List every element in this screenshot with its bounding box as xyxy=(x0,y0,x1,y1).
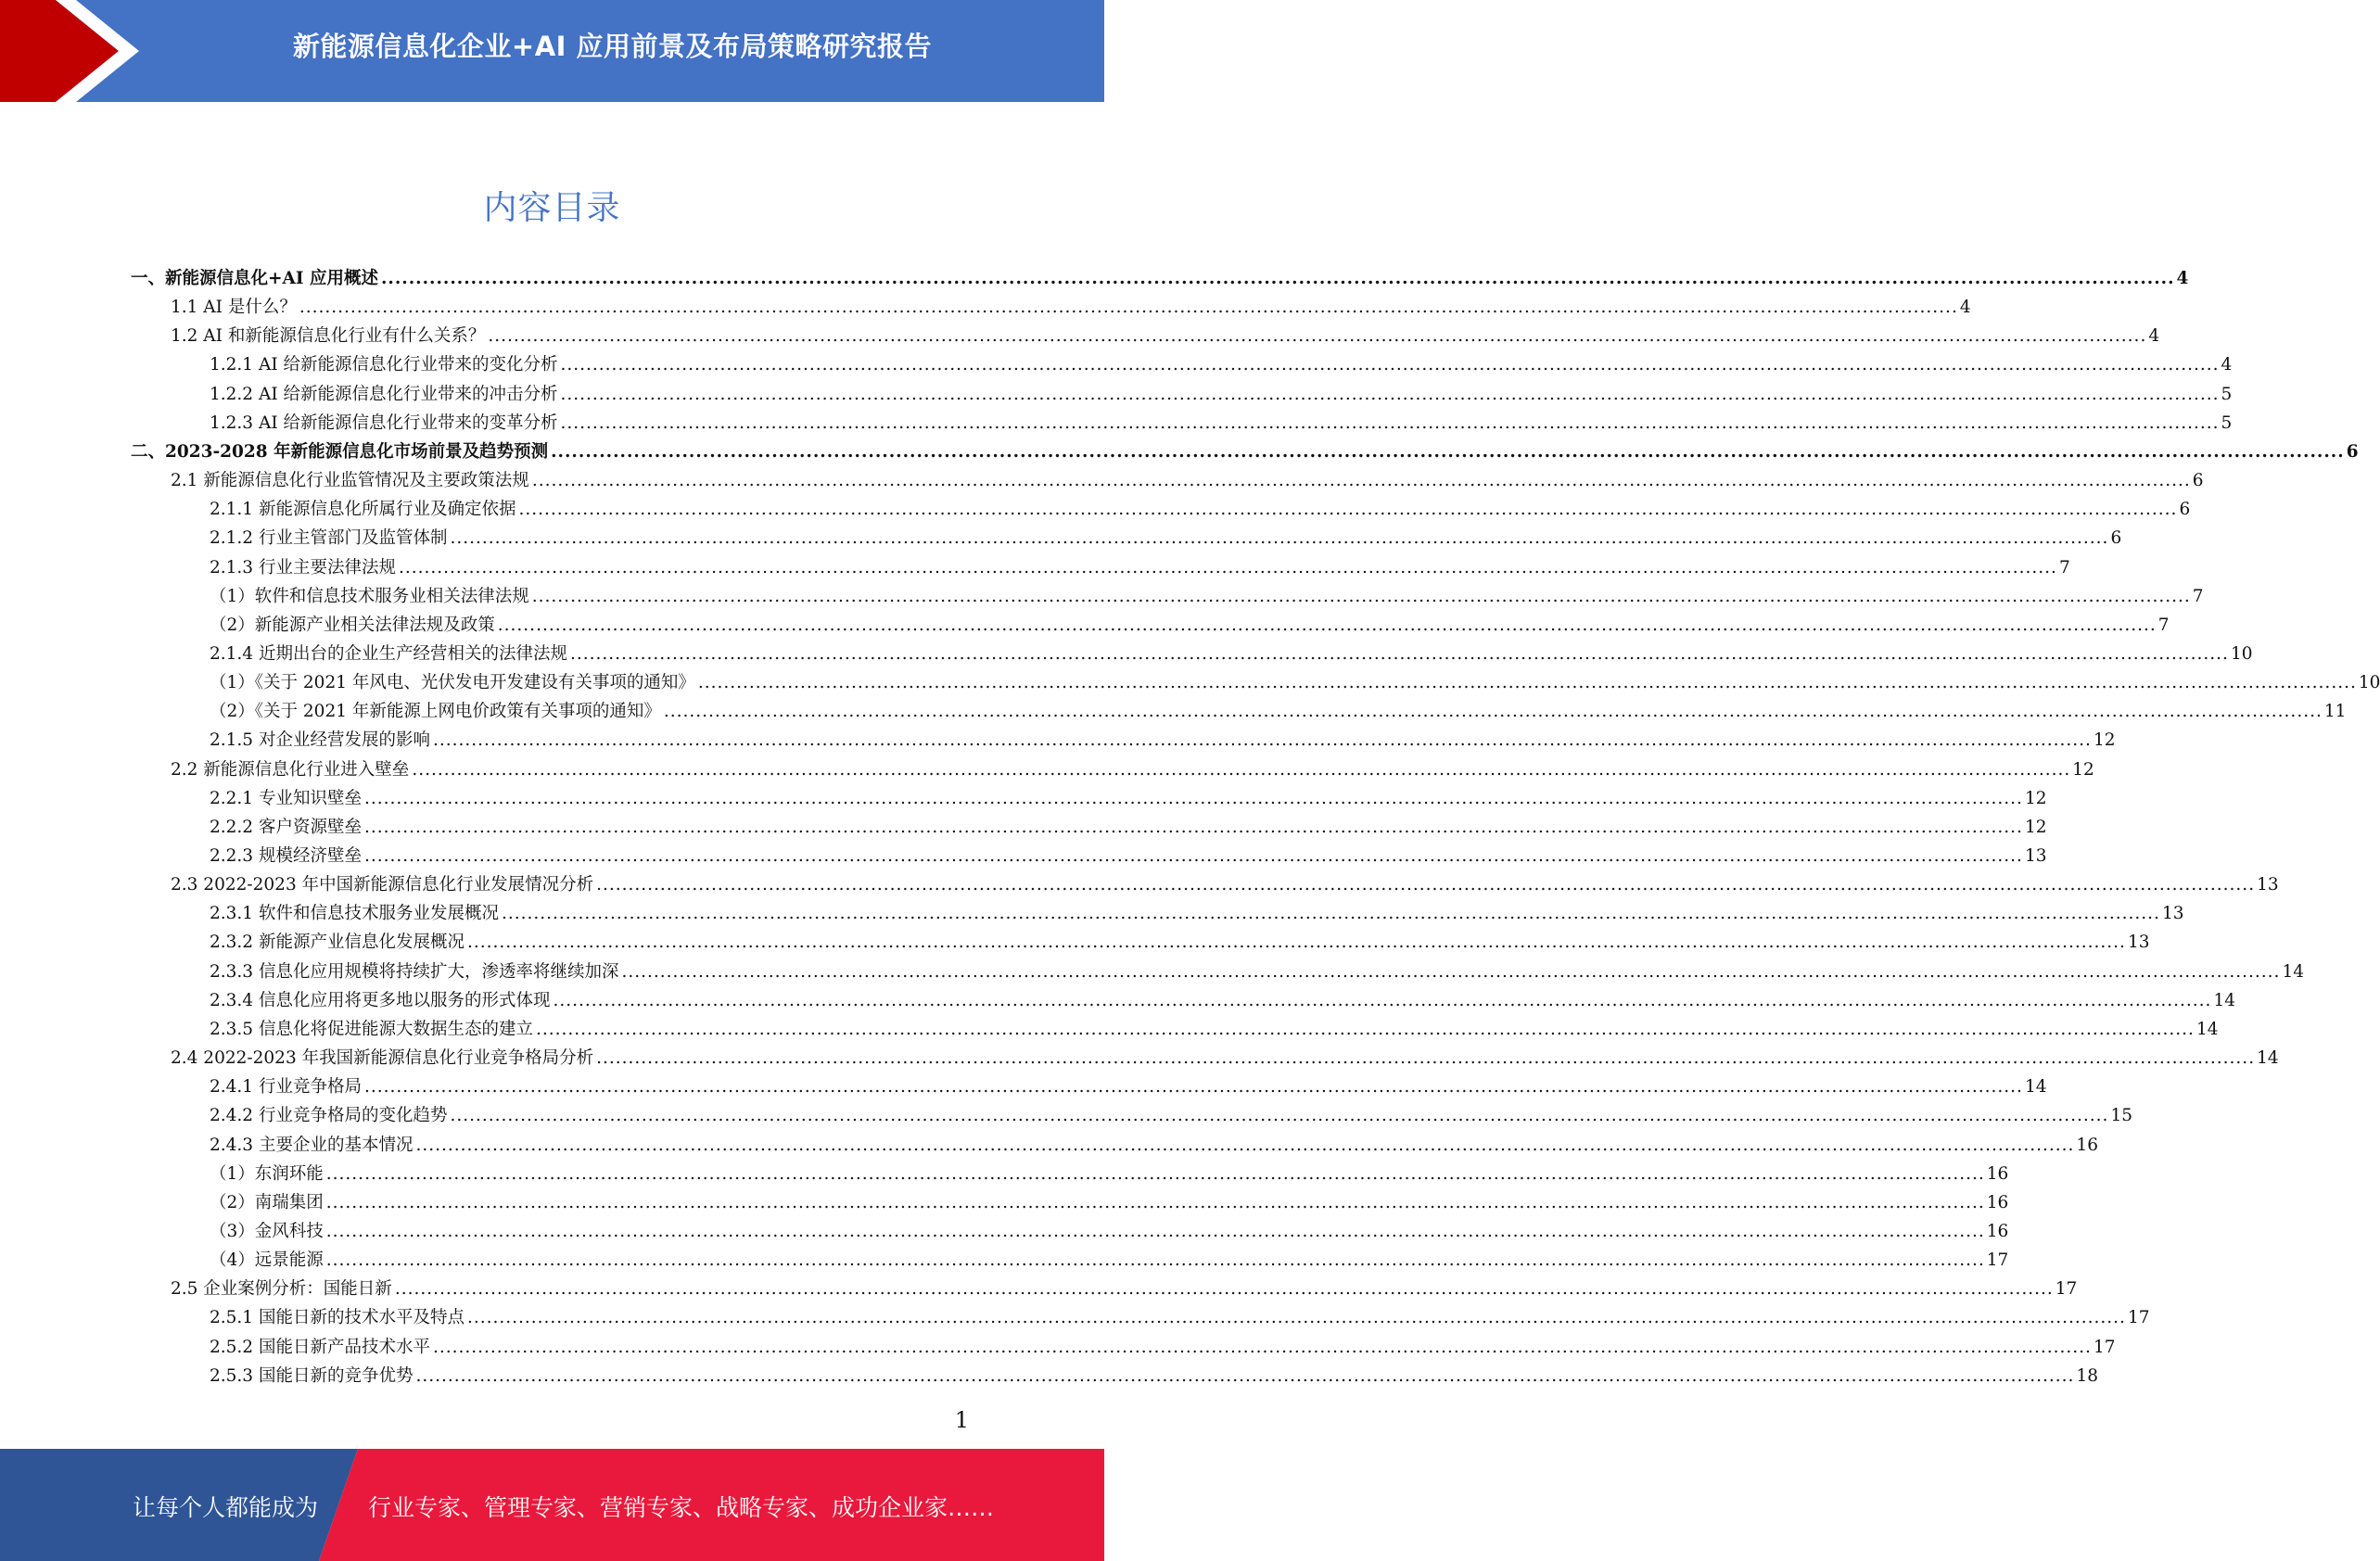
toc-entry[interactable] xyxy=(171,870,2279,899)
toc-entry-page: 11 xyxy=(2323,702,2347,722)
toc-entry-page: 10 xyxy=(2358,673,2380,693)
toc-leader-dots: .................................................................................................................................................................................................................................................................... xyxy=(363,1077,2023,1098)
toc-entry-label: 2.3.2 新能源产业信息化发展概况 xyxy=(210,933,465,953)
toc-entry[interactable] xyxy=(210,524,2122,552)
toc-entry[interactable] xyxy=(210,1217,2009,1246)
toc-leader-dots: .................................................................................................................................................................................................................................................................... xyxy=(432,1337,2092,1357)
toc-entry[interactable] xyxy=(171,466,2204,495)
toc-entry-label: 2.4.2 行业竞争格局的变化趋势 xyxy=(210,1106,448,1126)
toc-entry-page: 18 xyxy=(2076,1365,2098,1386)
toc-entry[interactable] xyxy=(210,1160,2009,1188)
toc-entry-label: 1.1 AI 是什么？ xyxy=(171,298,297,318)
toc-entry-page: 13 xyxy=(2127,933,2150,953)
toc-entry-page: 15 xyxy=(2110,1106,2132,1126)
toc-entry[interactable] xyxy=(171,293,1971,322)
toc-entry-page: 6 xyxy=(2179,500,2191,520)
toc-leader-dots: .................................................................................................................................................................................................................................................................... xyxy=(560,412,2220,433)
toc-entry[interactable] xyxy=(210,409,2233,438)
toc-entry-page: 4 xyxy=(1959,298,1971,318)
toc-entry-label: 2.4.1 行业竞争格局 xyxy=(210,1077,362,1098)
toc-leader-dots: .................................................................................................................................................................................................................................................................... xyxy=(535,1019,2195,1039)
toc-entry-page: 14 xyxy=(2282,961,2304,982)
toc-entry-page: 10 xyxy=(2230,643,2253,664)
toc-entry-label: 2.1 新能源信息化行业监管情况及主要政策法规 xyxy=(171,471,529,491)
toc-entry-page: 12 xyxy=(2024,788,2047,808)
toc-entry-label: （1）软件和信息技术服务业相关法律法规 xyxy=(210,586,529,606)
toc-leader-dots: .................................................................................................................................................................................................................................................................... xyxy=(697,673,2357,693)
footer-banner xyxy=(0,1449,1104,1561)
toc-entry[interactable] xyxy=(210,1333,2116,1362)
toc-entry[interactable] xyxy=(210,380,2233,409)
toc-entry-label: （1）东润环能 xyxy=(210,1163,324,1184)
toc-entry-page: 5 xyxy=(2221,384,2233,404)
toc-entry-label: （3）金风科技 xyxy=(210,1221,324,1241)
toc-entry[interactable] xyxy=(210,986,2235,1015)
toc-entry-page: 5 xyxy=(2221,412,2233,433)
toc-entry-page: 16 xyxy=(1986,1221,2009,1241)
toc-entry-page: 12 xyxy=(2024,817,2047,837)
toc-leader-dots: .................................................................................................................................................................................................................................................................... xyxy=(415,1135,2075,1155)
toc-entry[interactable] xyxy=(210,1246,2009,1275)
toc-leader-dots: .................................................................................................................................................................................................................................................................... xyxy=(531,586,2191,606)
toc-leader-dots: .................................................................................................................................................................................................................................................................... xyxy=(497,615,2157,635)
toc-entry[interactable] xyxy=(210,350,2233,379)
toc-entry-label: 2.3.5 信息化将促进能源大数据生态的建立 xyxy=(210,1019,533,1039)
report-title: 新能源信息化企业+AI 应用前景及布局策略研究报告 xyxy=(292,31,933,62)
toc-entry[interactable] xyxy=(210,495,2191,524)
toc-entry-label: 2.1.4 近期出台的企业生产经营相关的法律法规 xyxy=(210,643,567,664)
toc-entry-page: 13 xyxy=(2257,875,2279,895)
toc-entry-label: 2.5.1 国能日新的技术水平及特点 xyxy=(210,1308,465,1328)
toc-entry-page: 12 xyxy=(2072,759,2094,780)
toc-entry-label: 2.5.2 国能日新产品技术水平 xyxy=(210,1337,430,1357)
toc-entry[interactable] xyxy=(210,1303,2150,1332)
toc-entry-label: 2.3.1 软件和信息技术服务业发展概况 xyxy=(210,904,499,924)
toc-entry-label: 2.5 企业案例分析：国能日新 xyxy=(171,1279,392,1300)
toc-entry[interactable] xyxy=(210,842,2047,870)
toc-entry-page: 14 xyxy=(2257,1048,2279,1069)
toc-leader-dots: .................................................................................................................................................................................................................................................................... xyxy=(432,730,2092,751)
toc-leader-dots: .................................................................................................................................................................................................................................................................... xyxy=(518,500,2178,520)
toc-leader-dots: .................................................................................................................................................................................................................................................................... xyxy=(663,702,2323,722)
toc-entry[interactable] xyxy=(210,640,2253,668)
toc-entry-label: 2.3 2022-2023 年中国新能源信息化行业发展情况分析 xyxy=(171,875,594,895)
toc-entry[interactable] xyxy=(131,438,2359,466)
toc-entry-label: （2）南瑞集团 xyxy=(210,1192,324,1212)
toc-entry-label: 2.1.1 新能源信息化所属行业及确定依据 xyxy=(210,500,516,520)
toc-entry-page: 16 xyxy=(1986,1192,2009,1212)
toc-entry[interactable] xyxy=(210,582,2204,611)
toc-leader-dots: .................................................................................................................................................................................................................................................................... xyxy=(466,1308,2126,1328)
toc-entry[interactable] xyxy=(171,1044,2279,1072)
toc-leader-dots: .................................................................................................................................................................................................................................................................... xyxy=(466,933,2126,953)
footer-slogan-right: 行业专家、管理专家、营销专家、战略专家、成功企业家…… xyxy=(368,1494,995,1521)
toc-entry-page: 6 xyxy=(2192,471,2204,491)
toc-entry-page: 4 xyxy=(2221,355,2233,375)
toc-leader-dots: .................................................................................................................................................................................................................................................................... xyxy=(501,904,2160,924)
toc-entry-label: 1.2.3 AI 给新能源信息化行业带来的变革分析 xyxy=(210,412,558,433)
toc-leader-dots: .................................................................................................................................................................................................................................................................... xyxy=(551,441,2345,462)
toc-leader-dots: .................................................................................................................................................................................................................................................................... xyxy=(488,326,2147,347)
toc-leader-dots: .................................................................................................................................................................................................................................................................... xyxy=(325,1163,1985,1184)
toc-entry[interactable] xyxy=(171,1275,2078,1303)
toc-entry[interactable] xyxy=(210,784,2047,813)
toc-leader-dots: .................................................................................................................................................................................................................................................................... xyxy=(363,846,2023,866)
toc-entry-label: （2）《关于 2021 年新能源上网电价政策有关事项的通知》 xyxy=(210,702,661,722)
toc-entry-label: 2.3.4 信息化应用将更多地以服务的形式体现 xyxy=(210,990,551,1010)
toc-entry-label: 2.2 新能源信息化行业进入壁垒 xyxy=(171,759,410,780)
toc-entry-label: 2.1.2 行业主管部门及监管体制 xyxy=(210,528,448,549)
toc-entry[interactable] xyxy=(210,553,2070,582)
toc-entry-label: 2.4.3 主要企业的基本情况 xyxy=(210,1135,414,1155)
toc-leader-dots: .................................................................................................................................................................................................................................................................... xyxy=(412,759,2071,780)
toc-entry-page: 7 xyxy=(2157,615,2170,635)
toc-entry[interactable] xyxy=(210,1072,2047,1101)
toc-leader-dots: .................................................................................................................................................................................................................................................................... xyxy=(325,1192,1985,1212)
toc-entry-label: 一、新能源信息化+AI 应用概述 xyxy=(131,269,378,288)
toc-entry-page: 16 xyxy=(2076,1135,2098,1155)
toc-entry[interactable] xyxy=(171,755,2094,784)
toc-entry[interactable] xyxy=(210,611,2170,640)
toc-entry[interactable] xyxy=(210,813,2047,842)
toc-leader-dots: .................................................................................................................................................................................................................................................................... xyxy=(560,355,2220,375)
toc-entry-label: 2.2.3 规模经济壁垒 xyxy=(210,846,362,866)
toc-entry[interactable] xyxy=(210,928,2150,957)
toc-entry[interactable] xyxy=(210,1015,2219,1044)
toc-entry[interactable] xyxy=(210,1101,2132,1130)
toc-entry-label: 2.4 2022-2023 年我国新能源信息化行业竞争格局分析 xyxy=(171,1048,594,1069)
toc-entry-label: 2.1.5 对企业经营发展的影响 xyxy=(210,730,430,751)
toc-entry-label: 2.3.3 信息化应用规模将持续扩大，渗透率将继续加深 xyxy=(210,961,619,982)
toc-entry-page: 14 xyxy=(2195,1019,2219,1039)
toc-entry[interactable] xyxy=(171,322,2160,350)
toc-entry[interactable] xyxy=(131,264,2189,293)
toc-entry-page: 17 xyxy=(2127,1308,2150,1328)
toc-leader-dots: .................................................................................................................................................................................................................................................................... xyxy=(325,1221,1985,1241)
toc-leader-dots: .................................................................................................................................................................................................................................................................... xyxy=(450,1106,2109,1126)
footer-slogan-left: 让每个人都能成为 xyxy=(133,1494,319,1521)
toc-entry[interactable] xyxy=(210,1131,2098,1160)
toc-entry[interactable] xyxy=(210,1362,2098,1390)
toc-entry[interactable] xyxy=(210,899,2184,928)
toc-entry-page: 17 xyxy=(2093,1337,2116,1357)
toc-entry-page: 12 xyxy=(2093,730,2116,751)
toc-entry-page: 6 xyxy=(2346,441,2359,462)
toc-entry-label: （2）新能源产业相关法律法规及政策 xyxy=(210,615,495,635)
toc-leader-dots: .................................................................................................................................................................................................................................................................... xyxy=(596,875,2256,895)
toc-leader-dots: .................................................................................................................................................................................................................................................................... xyxy=(380,269,2175,288)
toc-leader-dots: .................................................................................................................................................................................................................................................................... xyxy=(363,788,2023,808)
toc-entry-page: 16 xyxy=(1986,1163,2009,1184)
toc-entry-label: 1.2 AI 和新能源信息化行业有什么关系？ xyxy=(171,326,486,347)
toc-entry-label: 2.2.2 客户资源壁垒 xyxy=(210,817,362,837)
toc-entry-page: 6 xyxy=(2110,528,2122,549)
toc-leader-dots: .................................................................................................................................................................................................................................................................... xyxy=(569,643,2229,664)
toc-leader-dots: .................................................................................................................................................................................................................................................................... xyxy=(553,990,2212,1010)
toc-entry-label: （4）远景能源 xyxy=(210,1250,324,1271)
toc-entry[interactable] xyxy=(210,1188,2009,1217)
toc-entry-page: 14 xyxy=(2213,990,2235,1010)
toc-entry-page: 4 xyxy=(2176,269,2189,288)
header-banner xyxy=(0,0,1104,102)
page-number: 1 xyxy=(954,1407,969,1433)
toc-leader-dots: .................................................................................................................................................................................................................................................................... xyxy=(325,1250,1985,1271)
toc-entry-label: 1.2.2 AI 给新能源信息化行业带来的冲击分析 xyxy=(210,384,558,404)
toc-leader-dots: .................................................................................................................................................................................................................................................................... xyxy=(531,471,2191,491)
toc-leader-dots: .................................................................................................................................................................................................................................................................... xyxy=(415,1365,2075,1386)
toc-entry-page: 17 xyxy=(2055,1279,2078,1300)
toc-entry-page: 13 xyxy=(2024,846,2047,866)
toc-leader-dots: .................................................................................................................................................................................................................................................................... xyxy=(450,528,2109,549)
toc-entry-page: 4 xyxy=(2148,326,2160,347)
toc-heading: 内容目录 xyxy=(483,189,621,227)
toc-entry-label: 1.2.1 AI 给新能源信息化行业带来的变化分析 xyxy=(210,355,558,375)
toc-entry[interactable] xyxy=(210,958,2304,986)
toc-entry[interactable] xyxy=(210,726,2116,755)
toc-entry-label: 2.2.1 专业知识壁垒 xyxy=(210,788,362,808)
toc-leader-dots: .................................................................................................................................................................................................................................................................... xyxy=(299,298,1958,318)
toc-leader-dots: .................................................................................................................................................................................................................................................................... xyxy=(621,961,2281,982)
toc-entry-page: 7 xyxy=(2192,586,2204,606)
toc-entry[interactable] xyxy=(210,668,2380,697)
toc-entry-label: 2.5.3 国能日新的竞争优势 xyxy=(210,1365,414,1386)
toc-entry-label: 二、2023-2028 年新能源信息化市场前景及趋势预测 xyxy=(131,441,549,462)
toc-leader-dots: .................................................................................................................................................................................................................................................................... xyxy=(363,817,2023,837)
toc-entry-page: 17 xyxy=(1986,1250,2009,1271)
toc-entry-label: 2.1.3 行业主要法律法规 xyxy=(210,557,396,577)
toc-entry[interactable] xyxy=(210,697,2347,726)
toc-entry-page: 7 xyxy=(2058,557,2070,577)
toc-leader-dots: .................................................................................................................................................................................................................................................................... xyxy=(398,557,2057,577)
toc-leader-dots: .................................................................................................................................................................................................................................................................... xyxy=(596,1048,2256,1069)
toc-leader-dots: .................................................................................................................................................................................................................................................................... xyxy=(394,1279,2054,1300)
toc-entry-page: 13 xyxy=(2161,904,2184,924)
toc-leader-dots: .................................................................................................................................................................................................................................................................... xyxy=(560,384,2220,404)
toc-entry-label: （1）《关于 2021 年风电、光伏发电开发建设有关事项的通知》 xyxy=(210,673,695,693)
toc-entry-page: 14 xyxy=(2024,1077,2047,1098)
